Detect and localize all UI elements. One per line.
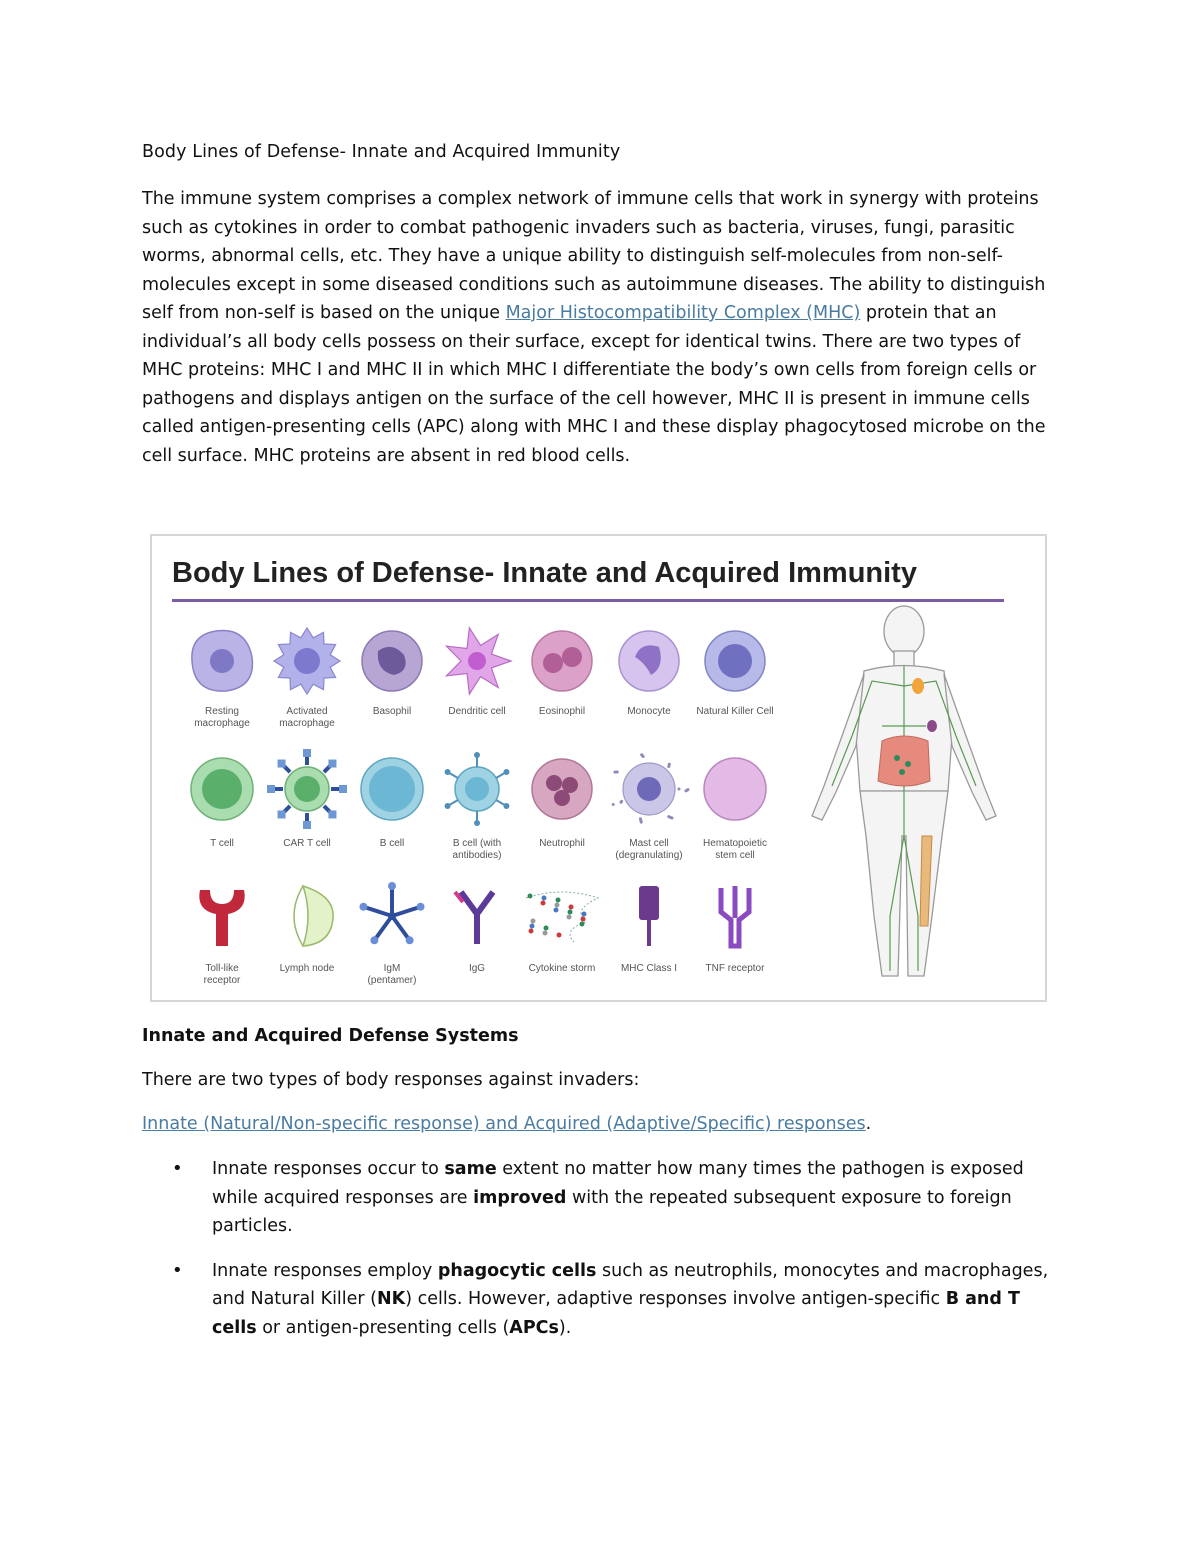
figure-title-underline bbox=[172, 599, 1004, 602]
immunity-figure bbox=[150, 534, 1047, 1002]
b-cell-icon bbox=[361, 758, 423, 820]
cell-label: Cytokine storm bbox=[528, 963, 596, 974]
cell-label: B cell bbox=[379, 838, 405, 849]
tnf-receptor-icon bbox=[721, 886, 749, 946]
bullet-text: ) cells. However, adaptive responses involve antigen-specific bbox=[405, 1289, 946, 1309]
mast-cell-icon bbox=[612, 753, 690, 823]
bullet-text: or antigen-presenting cells ( bbox=[256, 1317, 510, 1338]
cell-label: Resting macrophage bbox=[194, 706, 250, 729]
bullet-item bbox=[142, 1155, 1062, 1241]
cytokine-storm-icon bbox=[526, 892, 598, 942]
bullet-text: with the repeated subsequent exposure to foreign particles. bbox=[212, 1187, 1012, 1236]
figure-canvas bbox=[152, 536, 1045, 1000]
bullet-bold: APCs bbox=[509, 1317, 559, 1338]
bullet-bold: B and T cells bbox=[212, 1289, 1020, 1338]
igg-icon bbox=[455, 892, 493, 944]
intro-text-2: protein that an individual’s all body cells possess on their surface, except for identical twins. There are two types of MHC proteins: MHC I and MHC II in which MHC I differentiate the body’s own cells from foreign cells or pathogens and displays antigen on the surface of the cell however, MHC II is present in immune cells called antigen-presenting cells (APC) along with MHC I and these display phagocytosed microbe on the cell surface. MHC proteins are absent in red blood cells. bbox=[142, 303, 1046, 466]
innate-acquired-link[interactable]: Innate (Natural/Non-specific response) and Acquired (Adaptive/Specific) responses bbox=[142, 1114, 866, 1134]
bullet-bold: NK bbox=[377, 1289, 406, 1309]
natural-killer-cell-icon bbox=[705, 631, 765, 691]
cell-label: Natural Killer Cell bbox=[696, 706, 774, 717]
cell-label: Neutrophil bbox=[539, 838, 585, 849]
eosinophil-icon bbox=[532, 631, 592, 691]
cell-label: T cell bbox=[210, 838, 234, 849]
monocyte-icon bbox=[619, 631, 679, 691]
bullet-item bbox=[142, 1257, 1062, 1343]
cell-label: Activated macrophage bbox=[279, 706, 335, 729]
cell-label: IgM (pentamer) bbox=[367, 963, 417, 986]
dendritic-cell-icon bbox=[446, 628, 511, 694]
cell-label: CAR T cell bbox=[283, 838, 331, 849]
cell-label: Dendritic cell bbox=[448, 706, 506, 717]
bullet-text: Innate responses occur to bbox=[212, 1159, 445, 1179]
cell-label: Toll-like receptor bbox=[203, 963, 241, 986]
hematopoietic-stem-cell-icon bbox=[704, 758, 766, 820]
cell-label: Basophil bbox=[372, 706, 412, 717]
cell-label: Monocyte bbox=[627, 706, 671, 717]
responses-intro: There are two types of body responses against invaders: bbox=[142, 1070, 640, 1090]
bullet-bold: improved bbox=[473, 1187, 567, 1208]
cell-label: IgG bbox=[468, 963, 486, 974]
section-heading: Innate and Acquired Defense Systems bbox=[142, 1026, 519, 1046]
bullet-text: Innate responses employ bbox=[212, 1260, 438, 1281]
bullet-text: extent no matter how many times the pathogen is exposed while acquired responses are bbox=[212, 1159, 1024, 1208]
cell-label: Hematopoietic stem cell bbox=[703, 838, 767, 861]
cell-label: Lymph node bbox=[279, 963, 335, 974]
cell-label: TNF receptor bbox=[705, 963, 765, 974]
responses-link-paragraph bbox=[142, 1114, 871, 1134]
cell-label: Eosinophil bbox=[538, 706, 586, 717]
bullet-bold: phagocytic cells bbox=[437, 1260, 597, 1281]
t-cell-icon bbox=[191, 758, 253, 820]
document-title: Body Lines of Defense- Innate and Acquired Immunity bbox=[142, 142, 621, 162]
car-t-cell-icon bbox=[267, 749, 347, 829]
human-lymphatic-system-icon bbox=[812, 606, 996, 976]
figure-title: Body Lines of Defense- Innate and Acquired Immunity bbox=[172, 557, 917, 589]
bullet-text: ). bbox=[558, 1317, 572, 1338]
lymph-node-icon bbox=[294, 886, 333, 946]
bullet-list bbox=[142, 1155, 1062, 1358]
b-cell-antibodies-icon bbox=[445, 752, 510, 826]
period: . bbox=[865, 1114, 872, 1134]
basophil-icon bbox=[362, 631, 422, 691]
cell-grid bbox=[191, 628, 774, 986]
resting-macrophage-icon bbox=[192, 631, 253, 692]
intro-paragraph bbox=[142, 185, 1062, 470]
mhc-link[interactable]: Major Histocompatibility Complex (MHC) bbox=[505, 303, 861, 323]
intro-text-1: The immune system comprises a complex network of immune cells that work in synergy with proteins such as cytokines in order to combat pathogenic invaders such as bacteria, viruses, fungi, parasitic worms, abnormal cells, etc. They have a unique ability to distinguish self-molecules from non-self-molecules except in some diseased conditions such as autoimmune diseases. The ability to distinguish self from non-self is based on the unique bbox=[142, 189, 1046, 323]
neutrophil-icon bbox=[532, 759, 592, 819]
bullet-bold: same bbox=[444, 1159, 497, 1179]
cell-label: MHC Class I bbox=[620, 963, 678, 974]
activated-macrophage-icon bbox=[274, 628, 340, 694]
mhc-class-i-icon bbox=[639, 886, 659, 946]
bullet-text: such as neutrophils, monocytes and macrophages, and Natural Killer ( bbox=[212, 1260, 1049, 1309]
cell-label: B cell (with antibodies) bbox=[452, 838, 502, 861]
toll-like-receptor-icon bbox=[199, 890, 244, 946]
igm-pentamer-icon bbox=[359, 882, 424, 944]
cell-label: Mast cell (degranulating) bbox=[615, 838, 683, 861]
